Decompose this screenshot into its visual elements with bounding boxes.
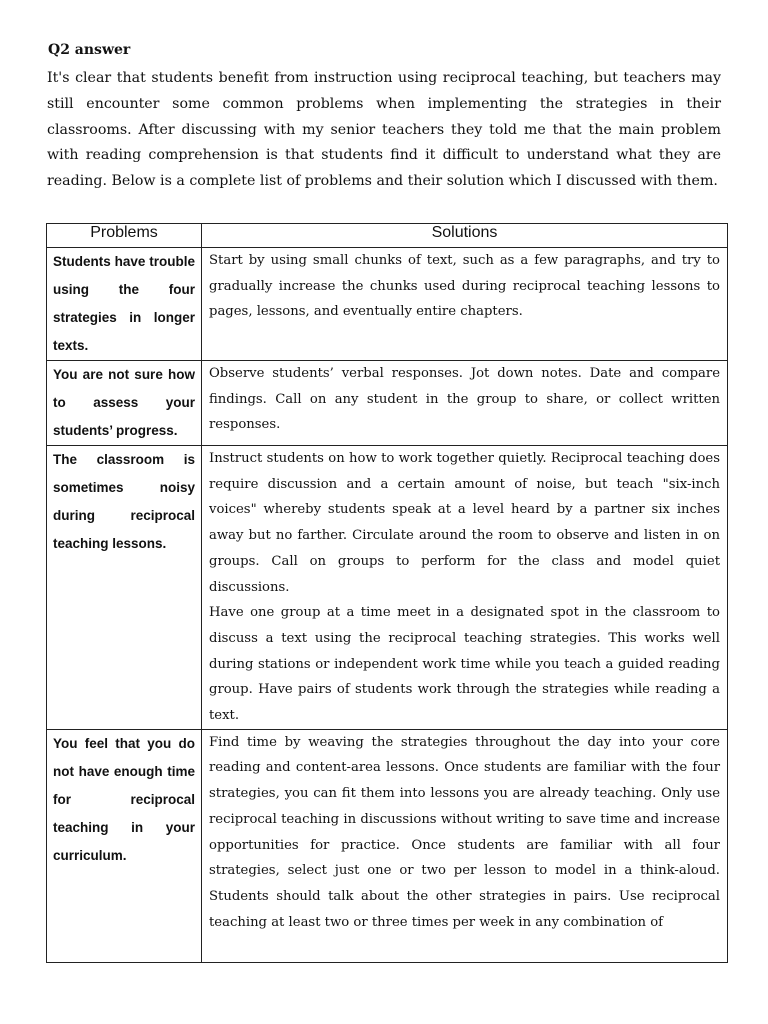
- solution-paragraph: Have one group at a time meet in a designated spot in the classroom to discuss a text using the reciprocal teaching strategies. This works well during stations or independent work time while you teach a guided reading group. Have pairs of students work through the strategies while reading a text.: [209, 605, 720, 724]
- solution-paragraph: Observe students’ verbal responses. Jot down notes. Date and compare findings. Call on any student in the group to share, or collect written responses.: [209, 366, 720, 433]
- section-heading: Q2 answer: [48, 42, 131, 58]
- problem-cell: The classroom is sometimes noisy during reciprocal teaching lessons.: [47, 446, 202, 730]
- header-problems: Problems: [47, 224, 202, 248]
- table-row: [47, 361, 728, 446]
- table-row: [47, 446, 728, 730]
- table-row: [47, 248, 728, 361]
- solution-paragraph: Find time by weaving the strategies throughout the day into your core reading and content-area lessons. Once students are familiar with the four strategies, you can fit them into lessons you are already teaching. Only use reciprocal teaching in discussions without writing to save time and increase opportunities for practice. Once students are familiar with all four strategies, select just one or two per lesson to model in a think-aloud. Students should talk about the other strategies in pairs. Use reciprocal teaching at least two or three times per week in any combination of: [209, 734, 720, 930]
- problem-cell: Students have trouble using the four strategies in longer texts.: [47, 248, 202, 361]
- solution-paragraph: Instruct students on how to work together quietly. Reciprocal teaching does require discussion and a certain amount of noise, but teach "six-inch voices" whereby students speak at a level heard by a partner six inches away but no farther. Circulate around the room to observe and listen in on groups. Call on groups to perform for the class and model quiet discussions.: [209, 451, 720, 595]
- solution-cell: [202, 446, 728, 730]
- solution-cell: [202, 248, 728, 361]
- table-row: [47, 729, 728, 962]
- solution-cell: [202, 729, 728, 962]
- table-header-row: [47, 224, 728, 248]
- problems-solutions-table: [46, 223, 728, 963]
- problem-cell: You are not sure how to assess your students’ progress.: [47, 361, 202, 446]
- solution-paragraph: Start by using small chunks of text, such as a few paragraphs, and try to gradually increase the chunks used during reciprocal teaching lessons to pages, lessons, and eventually entire chapters.: [209, 253, 720, 320]
- intro-paragraph: It's clear that students benefit from instruction using reciprocal teaching, but teachers may still encounter some common problems when implementing the strategies in their classrooms. After discussing with my senior teachers they told me that the main problem with reading comprehension is that students find it difficult to understand what they are reading. Below is a complete list of problems and their solution which I discussed with them.: [47, 70, 721, 190]
- problem-cell: You feel that you do not have enough time for reciprocal teaching in your curriculum.: [47, 729, 202, 962]
- solution-cell: [202, 361, 728, 446]
- header-solutions: Solutions: [202, 224, 728, 248]
